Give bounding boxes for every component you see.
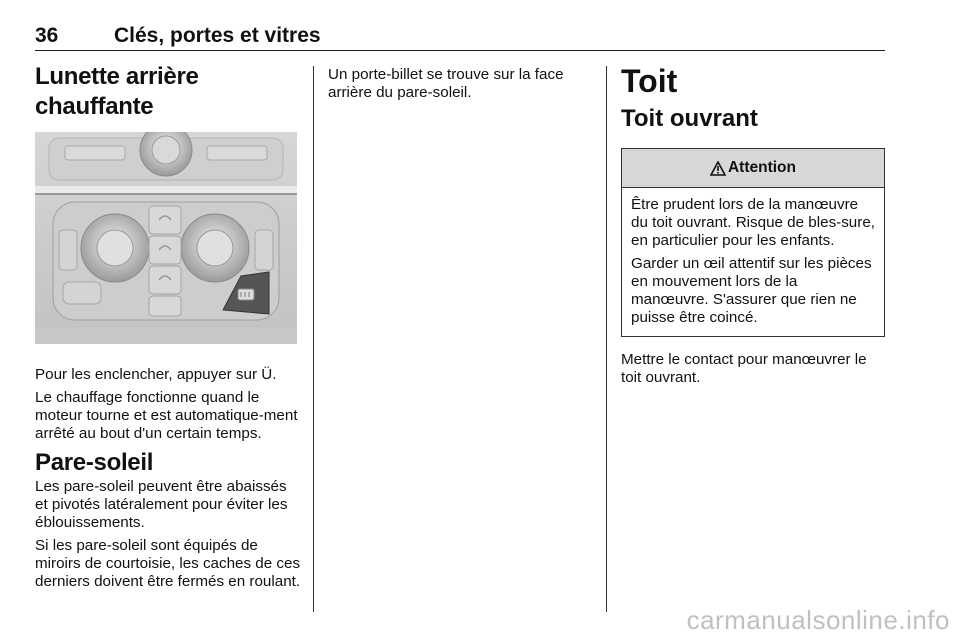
column-2 [328, 62, 594, 107]
paragraph-ticket-holder: Un porte-billet se trouve sur la face arrière du pare-soleil. [328, 66, 564, 101]
chapter-title: Clés, portes et vitres [114, 24, 321, 47]
warning-body [622, 188, 884, 336]
paragraph-vanity-mirrors: Si les pare-soleil sont équipés de miroirs de courtoisie, les caches de ces derniers doivent être fermés en roulant. [35, 537, 301, 590]
watermark: carmanualsonline.info [686, 605, 950, 635]
column-1 [35, 62, 301, 596]
paragraph-heater-operation: Le chauffage fonctionne quand le moteur tourne et est automatique-ment arrêté au bout d'un certain temps. [35, 389, 298, 442]
warning-header [622, 149, 884, 188]
paragraph-sunroof-operation: Mettre le contact pour manœuvrer le toit ouvrant. [621, 351, 867, 386]
section-title-roof: Toit [621, 63, 678, 99]
warning-box [621, 148, 885, 337]
paragraph-heater-instruction: Pour les enclencher, appuyer sur Ü. [35, 366, 277, 383]
warning-paragraph-1: Être prudent lors de la manœuvre du toit ouvrant. Risque de bles-sure, en particulier pour les enfants. [631, 196, 875, 249]
dashboard-controls-figure [35, 132, 297, 344]
column-divider-1 [313, 66, 314, 612]
header-rule [35, 50, 885, 51]
section-title-rear-window: Lunette arrière chauffante [35, 63, 199, 120]
warning-triangle-icon [710, 161, 726, 176]
section-title-sun-visors: Pare-soleil [35, 449, 154, 476]
column-divider-2 [606, 66, 607, 612]
warning-paragraph-2: Garder un œil attentif sur les pièces en mouvement lors de la manœuvre. S'assurer que rien ne puisse être coincé. [631, 255, 872, 326]
page-number: 36 [35, 24, 59, 47]
subsection-title-sunroof: Toit ouvrant [621, 105, 758, 132]
column-3 [621, 62, 887, 392]
paragraph-sun-visors: Les pare-soleil peuvent être abaissés et pivotés latéralement pour éviter les éblouissements. [35, 478, 288, 531]
warning-label: Attention [727, 159, 796, 176]
